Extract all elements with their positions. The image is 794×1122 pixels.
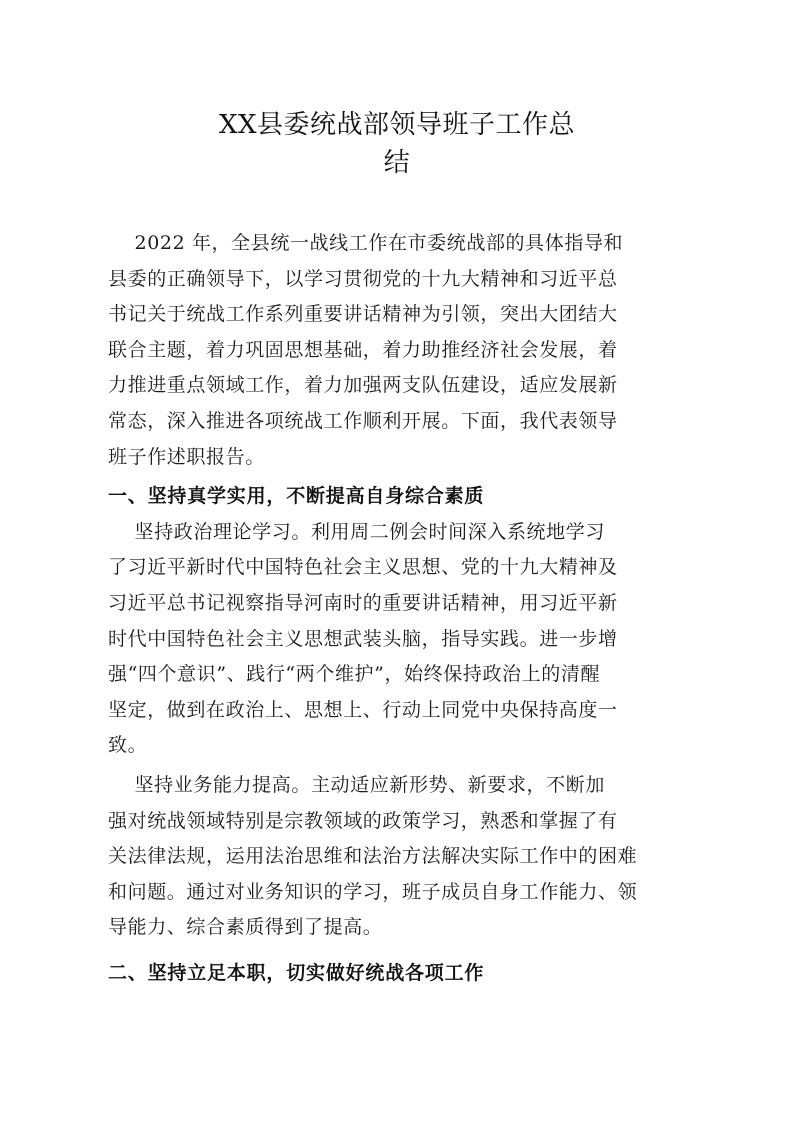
section-heading-1: 一、坚持真学实用，不断提高自身综合素质 (108, 485, 485, 508)
text-line: 书记关于统战工作系列重要讲话精神为引领，突出大团结大 (108, 303, 618, 326)
text-line: 致。 (108, 734, 148, 757)
text-line: 了习近平新时代中国特色社会主义思想、党的十九大精神及 (108, 556, 618, 579)
text-line: 导能力、综合素质得到了提高。 (108, 916, 383, 939)
text-line: 常态，深入推进各项统战工作顺利开展。下面，我代表领导 (108, 409, 618, 432)
text-line: 关法律法规，运用法治思维和法治方法解决实际工作中的困难 (108, 845, 638, 868)
paragraph-political-study (108, 515, 688, 764)
text-line: 力推进重点领域工作，着力加强两支队伍建设，适应发展新 (108, 374, 618, 397)
text-line: 强对统战领域特别是宗教领域的政策学习，熟悉和掌握了有 (108, 809, 618, 832)
text-line: 县委的正确领导下，以学习贯彻党的十九大精神和习近平总 (108, 267, 618, 290)
text-line: 时代中国特色社会主义思想武装头脑，指导实践。进一步增 (108, 627, 618, 650)
section-heading-2: 二、坚持立足本职，切实做好统战各项工作 (108, 961, 485, 984)
document-title-line-2: 结 (383, 148, 411, 178)
text-line: 2022 年，全县统一战线工作在市委统战部的具体指导和 (108, 232, 624, 254)
text-line: 坚持业务能力提高。主动适应新形势、新要求，不断加 (108, 773, 605, 796)
text-line: 坚定，做到在政治上、思想上、行动上同党中央保持高度一 (108, 698, 618, 721)
paragraph-intro (108, 226, 688, 475)
document-body (108, 226, 688, 991)
paragraph-business-ability (108, 768, 688, 946)
text-line: 和问题。通过对业务知识的学习，班子成员自身工作能力、领 (108, 880, 638, 903)
document-title-line-1: XX县委统战部领导班子工作总 (218, 110, 576, 140)
text-line: 强“四个意识”、践行“两个维护”，始终保持政治上的清醒 (108, 663, 601, 686)
text-line: 联合主题，着力巩固思想基础，着力助推经济社会发展，着 (108, 338, 618, 361)
text-line: 坚持政治理论学习。利用周二例会时间深入系统地学习 (108, 520, 605, 543)
text-line: 班子作述职报告。 (108, 445, 265, 468)
text-line: 习近平总书记视察指导河南时的重要讲话精神，用习近平新 (108, 591, 618, 614)
